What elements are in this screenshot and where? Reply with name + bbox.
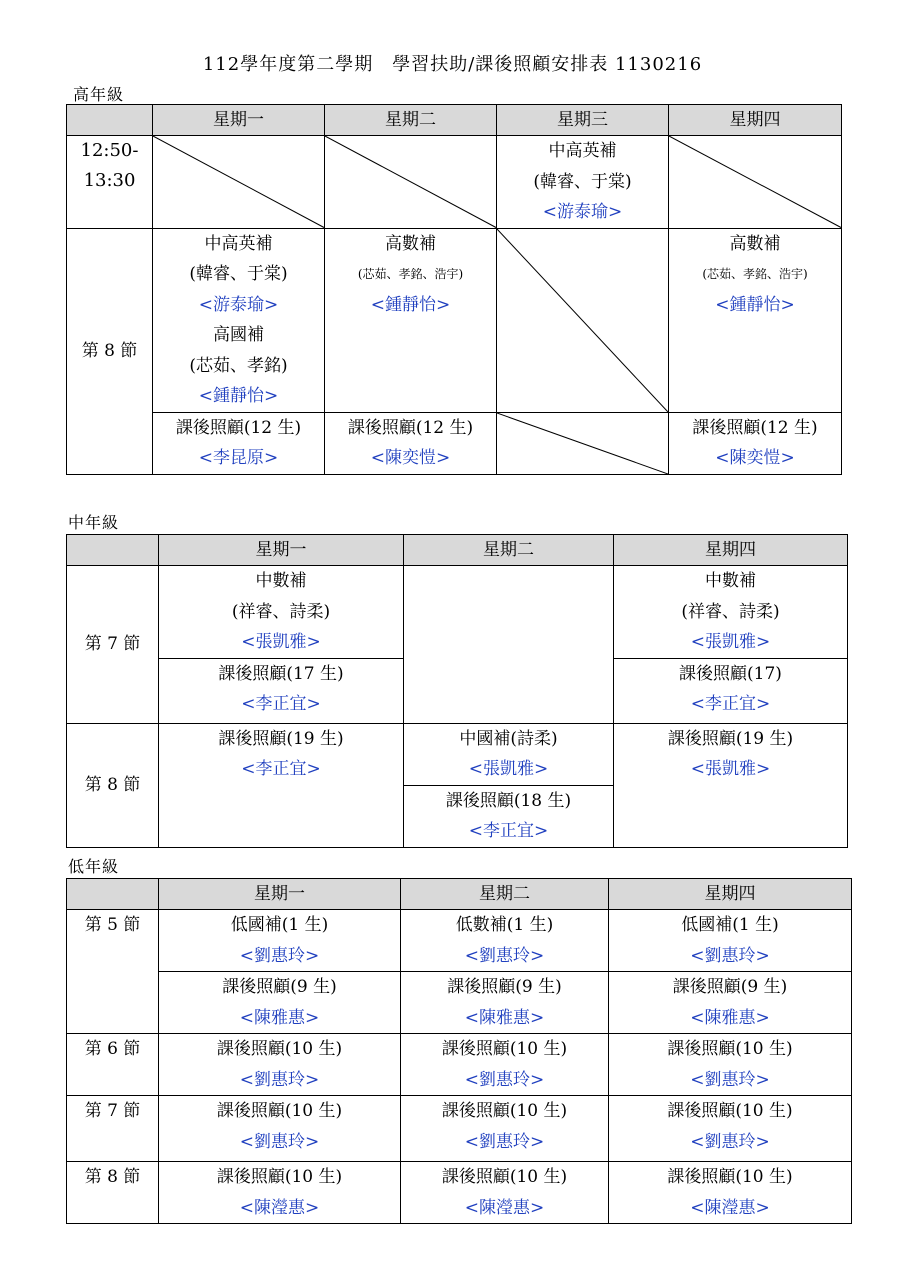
care-cell <box>401 1096 609 1162</box>
class-cell <box>325 228 497 412</box>
care-label: 課後照顧(12 生) <box>692 417 818 438</box>
care-label: 課後照顧(12 生) <box>347 417 474 438</box>
header-corner <box>67 535 159 566</box>
teacher-name: <劉惠玲> <box>464 1069 545 1090</box>
header-day: 星期一 <box>153 105 325 136</box>
empty-cell-diagonal <box>153 136 325 229</box>
row-label-period-6: 第 6 節 <box>67 1034 159 1096</box>
teacher-name: <劉惠玲> <box>464 1131 545 1152</box>
care-cell <box>669 412 842 474</box>
header-day: 星期一 <box>159 879 401 910</box>
care-cell <box>401 1034 609 1096</box>
teacher-name: <劉惠玲> <box>690 1069 770 1090</box>
care-cell <box>159 972 401 1034</box>
care-label: 課後照顧(17) <box>679 663 782 684</box>
care-cell <box>159 1096 401 1162</box>
care-label: 課後照顧(10 生) <box>216 1039 343 1059</box>
teacher-name: <張凱雅> <box>690 759 771 779</box>
care-label: 課後照顧(19 生) <box>667 728 794 749</box>
care-cell <box>609 1162 852 1224</box>
row-label-period-8: 第 8 節 <box>67 228 153 474</box>
class-name: 低國補(1 生) <box>681 915 779 935</box>
student-names: (芯茹、孝銘、浩宇) <box>357 267 464 281</box>
care-label: 課後照顧(9 生) <box>672 977 788 997</box>
care-label: 課後照顧(12 生) <box>175 417 302 438</box>
care-label: 課後照顧(18 生) <box>445 790 572 811</box>
teacher-name: <陳瀅惠> <box>464 1197 545 1218</box>
class-cell <box>401 910 609 972</box>
care-label: 課後照顧(9 生) <box>222 977 337 997</box>
class-name: 中高英補 <box>204 233 273 254</box>
class-name: 中數補 <box>705 571 756 591</box>
teacher-name: <鍾靜怡> <box>370 294 451 315</box>
header-corner <box>67 105 153 136</box>
care-label: 課後照顧(17 生) <box>218 663 344 684</box>
teacher-name: <張凱雅> <box>690 632 771 652</box>
care-cell <box>404 785 614 847</box>
senior-schedule-table <box>66 104 842 475</box>
student-names: (韓睿、于棠) <box>533 171 632 192</box>
teacher-name: <陳瀅惠> <box>690 1197 770 1218</box>
header-day: 星期二 <box>404 535 614 566</box>
row-label-period-8: 第 8 節 <box>67 723 159 847</box>
care-label: 課後照顧(10 生) <box>667 1039 793 1059</box>
care-label: 課後照顧(10 生) <box>667 1101 793 1121</box>
teacher-name: <劉惠玲> <box>239 1131 320 1152</box>
empty-cell-diagonal <box>497 228 669 412</box>
header-day: 星期四 <box>609 879 852 910</box>
teacher-name: <劉惠玲> <box>239 1069 320 1090</box>
teacher-name: <劉惠玲> <box>690 945 770 966</box>
care-cell <box>609 972 852 1034</box>
header-day: 星期四 <box>669 105 842 136</box>
class-cell <box>159 566 404 659</box>
student-names: (祥睿、詩柔) <box>681 601 780 622</box>
teacher-name: <鍾靜怡> <box>715 294 795 315</box>
row-label-lunch: 12:50- 13:30 <box>67 136 153 229</box>
student-names: (芯茹、孝銘) <box>189 355 288 376</box>
teacher-name: <陳瀅惠> <box>239 1197 320 1218</box>
class-name: 低數補(1 生) <box>455 915 554 935</box>
care-cell <box>609 1034 852 1096</box>
care-cell <box>159 1162 401 1224</box>
class-name: 高數補 <box>729 233 781 254</box>
class-name: 中國補(詩柔) <box>459 728 558 749</box>
row-label-period-8: 第 8 節 <box>67 1162 159 1224</box>
student-names: (芯茹、孝銘、浩宇) <box>702 267 808 281</box>
class-name: 中高英補 <box>548 141 617 161</box>
section-label-middle: 中年級 <box>68 513 120 532</box>
teacher-name: <劉惠玲> <box>690 1131 770 1152</box>
teacher-name: <陳奕愷> <box>715 448 795 468</box>
header-day: 星期四 <box>614 535 848 566</box>
teacher-name: <李昆原> <box>198 448 279 468</box>
class-cell <box>669 228 842 412</box>
empty-cell <box>404 566 614 724</box>
care-cell <box>159 723 404 847</box>
class-cell <box>153 228 325 412</box>
header-day: 星期一 <box>159 535 404 566</box>
header-corner <box>67 879 159 910</box>
teacher-name: <劉惠玲> <box>239 945 320 966</box>
care-label: 課後照顧(10 生) <box>441 1039 568 1059</box>
student-names: (祥睿、詩柔) <box>231 601 331 622</box>
care-cell <box>159 1034 401 1096</box>
page-title: 112學年度第二學期 學習扶助/課後照顧安排表 1130216 <box>202 54 703 75</box>
header-day: 星期三 <box>497 105 669 136</box>
empty-cell-diagonal <box>325 136 497 229</box>
teacher-name: <李正宜> <box>241 759 321 779</box>
care-label: 課後照顧(10 生) <box>441 1167 568 1187</box>
teacher-name: <陳雅惠> <box>464 1007 545 1028</box>
junior-schedule-table <box>66 878 852 1224</box>
teacher-name: <李正宜> <box>690 694 771 714</box>
care-label: 課後照顧(10 生) <box>216 1101 343 1121</box>
empty-cell-diagonal <box>497 412 669 474</box>
care-label: 課後照顧(10 生) <box>216 1167 343 1187</box>
student-names: (韓睿、于棠) <box>189 264 288 284</box>
teacher-name: <李正宜> <box>241 694 321 714</box>
row-label-empty <box>67 972 159 1034</box>
class-name: 高國補 <box>213 325 264 345</box>
class-name: 高數補 <box>385 233 436 254</box>
empty-cell-diagonal <box>669 136 842 229</box>
class-name: 中數補 <box>255 571 307 591</box>
care-cell <box>153 412 325 474</box>
teacher-name: <游泰瑜> <box>198 294 279 315</box>
middle-schedule-table <box>66 534 848 848</box>
care-cell <box>401 972 609 1034</box>
section-label-junior: 低年級 <box>68 857 120 876</box>
care-label: 課後照顧(19 生) <box>218 728 344 749</box>
teacher-name: <張凱雅> <box>241 632 321 652</box>
row-label-period-5: 第 5 節 <box>67 910 159 972</box>
class-name: 低國補(1 生) <box>230 915 329 935</box>
teacher-name: <陳雅惠> <box>239 1007 320 1028</box>
class-cell <box>614 566 848 659</box>
care-label: 課後照顧(10 生) <box>667 1167 793 1187</box>
teacher-name: <鍾靜怡> <box>198 386 279 406</box>
class-cell <box>404 723 614 785</box>
row-label-period-7: 第 7 節 <box>67 1096 159 1162</box>
care-label: 課後照顧(9 生) <box>447 977 562 997</box>
header-day: 星期二 <box>401 879 609 910</box>
class-cell <box>497 136 669 229</box>
teacher-name: <劉惠玲> <box>464 945 545 966</box>
header-day: 星期二 <box>325 105 497 136</box>
class-cell <box>159 910 401 972</box>
teacher-name: <陳雅惠> <box>690 1007 770 1028</box>
teacher-name: <李正宜> <box>468 821 549 841</box>
teacher-name: <張凱雅> <box>468 759 549 779</box>
section-label-senior: 高年級 <box>73 85 125 104</box>
care-cell <box>401 1162 609 1224</box>
care-cell <box>159 658 404 723</box>
care-cell <box>325 412 497 474</box>
teacher-name: <游泰瑜> <box>542 202 623 222</box>
care-cell <box>614 723 848 847</box>
class-cell <box>609 910 852 972</box>
teacher-name: <陳奕愷> <box>370 448 451 468</box>
care-label: 課後照顧(10 生) <box>441 1101 568 1121</box>
row-label-period-7: 第 7 節 <box>67 566 159 724</box>
care-cell <box>614 658 848 723</box>
care-cell <box>609 1096 852 1162</box>
